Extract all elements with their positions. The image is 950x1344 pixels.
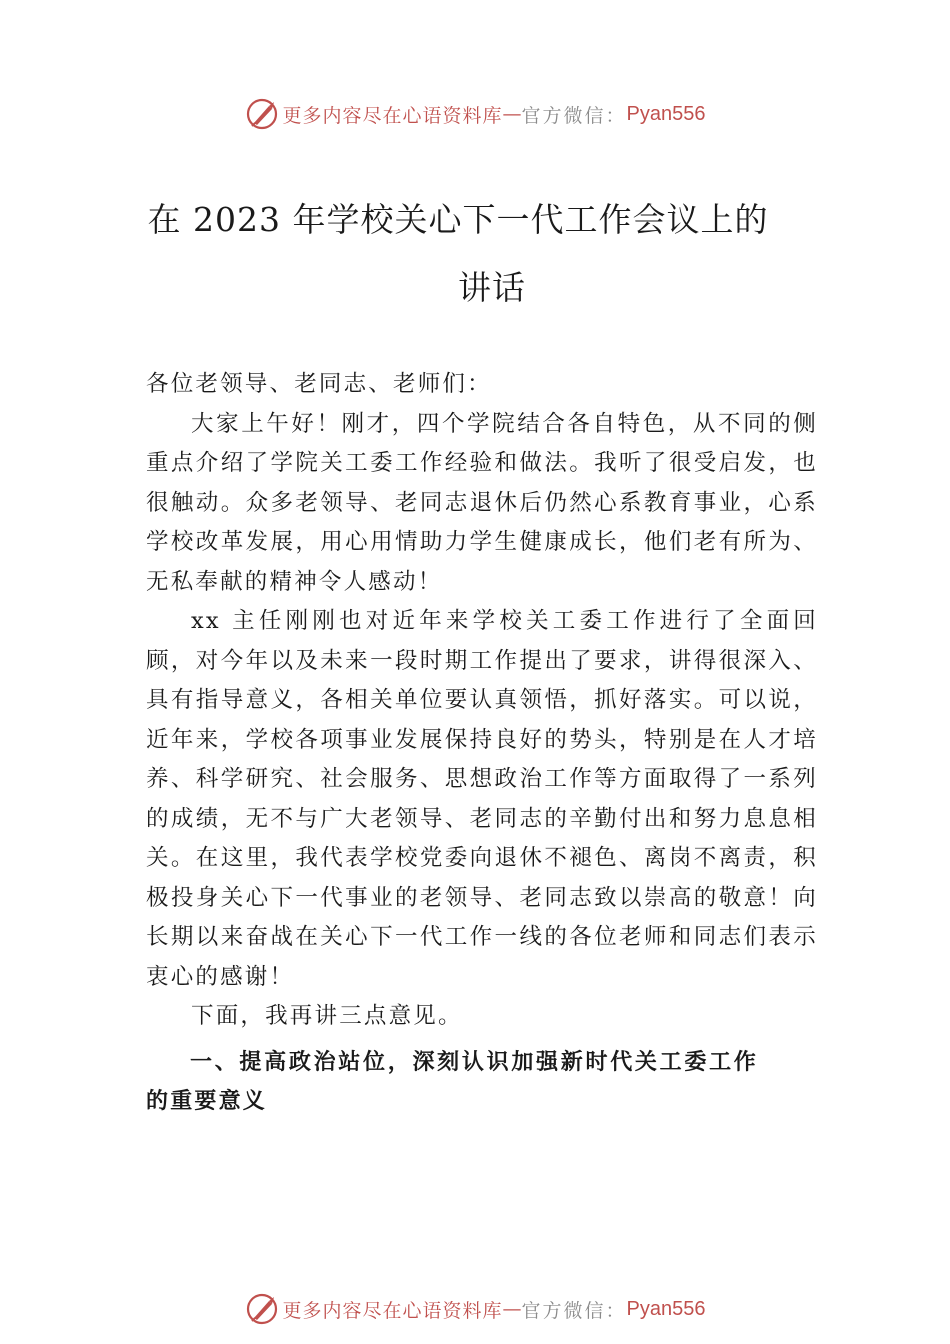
banner-separator: — — [502, 103, 522, 125]
quill-pen-logo-icon — [245, 97, 279, 131]
body-paragraph: 下面，我再讲三点意见。 — [191, 1003, 463, 1029]
banner-wechat-handle: Pyan556 — [626, 1297, 706, 1320]
banner-promo-text: 更多内容尽在心语资料库 — [282, 1299, 503, 1322]
body-paragraph: xx 主任刚刚也对近年来学校关工委工作进行了全面回顾，对今年以及未来一段时期工作提出了要求，讲得很深入、具有指导意义，各相关单位要认真领悟，抓好落实。可以说，近年来，学校各项事业发展保持良好的势头，特别是在人才培养、科学研究、社会服务、思想政治工作等方面取得了一系列的成绩，无不与广大老领导、老同志的辛勤付出和努力息息相关。在这里，我代表学校党委向退休不褪色、离岗不离责，积极投身关心下一代事业的老领导、老同志致以崇高的敬意！向长期以来奋战在关心下一代工作一线的各位老师和同志们表示衷心的感谢！ — [146, 608, 818, 990]
banner-official-label: 官方微信： — [521, 104, 627, 127]
banner-promo-text: 更多内容尽在心语资料库 — [282, 104, 503, 127]
body-paragraph: 大家上午好！刚才，四个学院结合各自特色，从不同的侧重点介绍了学院关工委工作经验和做法。我听了很受启发，也很触动。众多老领导、老同志退休后仍然心系教育事业，心系学校改革发展，用心用情助力学生健康成长，他们老有所为、无私奉献的精神令人感动！ — [146, 410, 818, 595]
banner-wechat-handle: Pyan556 — [626, 102, 706, 125]
banner-separator: — — [502, 1298, 522, 1320]
banner-official-label: 官方微信： — [521, 1299, 627, 1322]
document-title-line-2: 讲话 — [458, 268, 526, 307]
salutation: 各位老领导、老同志、老师们： — [146, 371, 492, 397]
section-heading: 一、提高政治站位，深刻认识加强新时代关工委工作的重要意义 — [146, 1049, 758, 1114]
document-title-line-1: 在 2023 年学校关心下一代工作会议上的 — [147, 200, 769, 239]
footer-banner — [0, 1289, 950, 1329]
header-banner — [0, 94, 950, 134]
quill-pen-logo-icon — [245, 1292, 279, 1326]
document-body — [146, 365, 818, 1121]
